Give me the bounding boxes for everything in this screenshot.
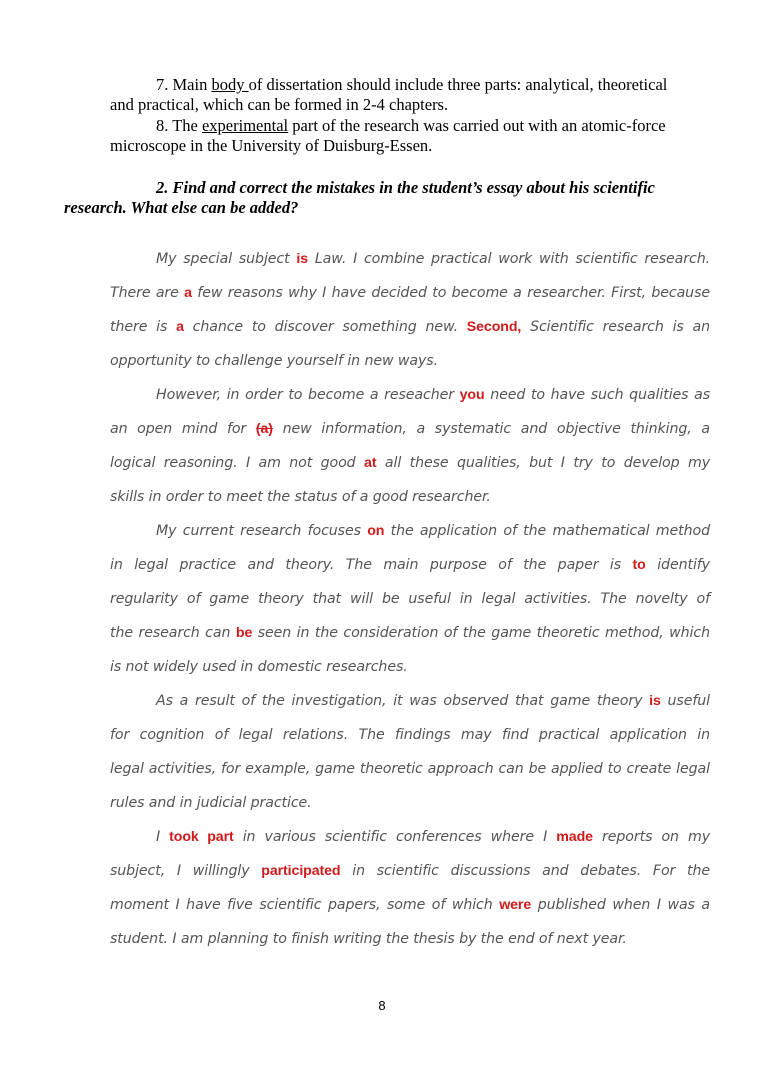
- item-8-line-1: [110, 116, 710, 136]
- item-number: 7.: [156, 75, 169, 94]
- essay-text: identify: [645, 557, 710, 573]
- essay-line: legal activities, for example, game theoretic approach can be applied to create legal: [110, 761, 710, 777]
- essay-text: new information, a systematic and objective thinking, a: [272, 421, 710, 437]
- essay-text: Law. I combine practical work with scientific research.: [308, 251, 710, 267]
- essay-text: the application of the mathematical method: [384, 523, 710, 539]
- correction: participated: [261, 863, 341, 879]
- essay-text: in various scientific conferences where I: [233, 829, 557, 845]
- correction: you: [459, 387, 485, 403]
- correction: is: [649, 693, 661, 709]
- item-7: [110, 75, 710, 115]
- item-8: [110, 116, 710, 156]
- correction: on: [367, 523, 385, 539]
- essay-line: [110, 310, 710, 344]
- item-text: The: [168, 116, 202, 135]
- essay-text: the research can: [110, 625, 236, 641]
- essay-text: I: [156, 829, 170, 845]
- essay-line: [110, 854, 710, 888]
- essay-text: My special subject: [156, 251, 297, 267]
- essay-text: published when I was a: [531, 897, 710, 913]
- correction: a: [176, 319, 184, 335]
- essay-text: in legal practice and theory. The main purpose of the paper is: [110, 557, 633, 573]
- item-8-line-2: microscope in the University of Duisburg-Essen.: [110, 136, 433, 155]
- item-number: 8.: [156, 116, 169, 135]
- essay-text: in scientific discussions and debates. For the: [340, 863, 710, 879]
- essay-text: subject, I willingly: [110, 863, 262, 879]
- essay-line: [110, 684, 710, 718]
- essay-text: My current research focuses: [156, 523, 368, 539]
- essay-line: opportunity to challenge yourself in new ways.: [110, 353, 438, 369]
- essay-line: [110, 888, 710, 922]
- essay-line: rules and in judicial practice.: [110, 795, 312, 811]
- essay-line: [110, 446, 710, 480]
- item-text: of dissertation should include three parts: analytical, theoretical: [248, 75, 668, 94]
- essay-line: is not widely used in domestic researches.: [110, 659, 408, 675]
- correction: at: [364, 455, 377, 471]
- essay-line: skills in order to meet the status of a good researcher.: [110, 489, 491, 505]
- page-number: 8: [378, 998, 386, 1013]
- correction: is: [296, 251, 309, 267]
- essay-text: There are: [110, 285, 185, 301]
- essay-text: few reasons why I have decided to become a researcher. First, because: [191, 285, 710, 301]
- essay-text: As a result of the investigation, it was observed that game theory: [156, 693, 650, 709]
- underlined-term: body: [211, 75, 249, 94]
- correction: were: [499, 897, 532, 913]
- essay-text: chance to discover something new.: [183, 319, 467, 335]
- task-line-1: 2. Find and correct the mistakes in the student’s essay about his scientific: [156, 178, 655, 197]
- essay-text: there is: [110, 319, 177, 335]
- correction: took part: [169, 829, 234, 845]
- essay-text: useful: [660, 693, 710, 709]
- essay-line: regularity of game theory that will be useful in legal activities. The novelty of: [110, 591, 710, 607]
- essay-line: [110, 412, 710, 446]
- essay-line: [110, 514, 710, 548]
- essay-text: moment I have five scientific papers, some of which: [110, 897, 500, 913]
- essay-line: for cognition of legal relations. The findings may find practical application in: [110, 727, 710, 743]
- correction: to: [632, 557, 646, 573]
- essay-text: need to have such qualities as: [484, 387, 710, 403]
- essay-text: seen in the consideration of the game theoretic method, which: [252, 625, 710, 641]
- task-line-2: research. What else can be added?: [64, 198, 299, 217]
- correction: be: [235, 625, 253, 641]
- essay-line: student. I am planning to finish writing the thesis by the end of next year.: [110, 931, 627, 947]
- item-text: part of the research was carried out with an atomic-force: [288, 116, 666, 135]
- essay-text: Scientific research is an: [521, 319, 710, 335]
- essay-line: [110, 378, 710, 412]
- correction: a: [184, 285, 192, 301]
- item-7-line-2: and practical, which can be formed in 2-4 chapters.: [110, 95, 449, 114]
- correction: Second,: [466, 319, 522, 335]
- deleted-word: (a): [255, 421, 273, 437]
- item-text: Main: [168, 75, 212, 94]
- task-heading: [64, 178, 710, 218]
- underlined-term: experimental: [201, 116, 289, 135]
- essay-line: [110, 242, 710, 276]
- essay-text: However, in order to become a reseacher: [156, 387, 460, 403]
- essay-line: [110, 616, 710, 650]
- essay-line: [110, 548, 710, 582]
- essay-text: logical reasoning. I am not good: [110, 455, 365, 471]
- essay-text: all these qualities, but I try to develop my: [376, 455, 710, 471]
- student-essay: [110, 242, 710, 956]
- essay-line: [110, 276, 710, 310]
- correction: made: [556, 829, 593, 845]
- essay-text: reports on my: [592, 829, 711, 845]
- item-7-line-1: [110, 75, 710, 95]
- essay-line: [110, 820, 710, 854]
- essay-text: an open mind for: [110, 421, 256, 437]
